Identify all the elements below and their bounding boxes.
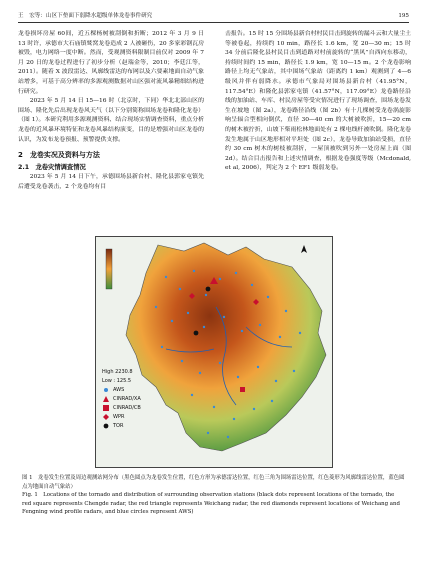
tornado-marker-weichang <box>206 287 211 292</box>
paragraph: 龙卷损坏房屋 60间，近五棵杨树被刮倒和折断；2012 年 3 月 9 日 13 时许，承德市大石庙镇鹫窝龙卷造成 2 人被砸伤，20 多家彩钢瓦房被毁，电力网络一度中断。然而，受观测资料限制目前仅对 2009 年 7 月 20 日的龙卷过程进行了初步分析（赵瑞金等，2010；李廷江等，2011）。随着 X 波段雷达、风廓线雷达的布网以及六要素地面自动气象站增多，可基于高分辨率的多源观测数据对山区强对流风暴精细结构进行研究。 <box>18 31 204 95</box>
legend-item-aws: AWS <box>102 385 162 394</box>
subsection-heading: 2.1 龙卷灾情调查情况 <box>18 163 86 171</box>
dot-icon <box>102 422 110 430</box>
legend-high-label: High <box>102 368 114 375</box>
legend-item-tor: TOR <box>102 421 162 430</box>
page-number: 195 <box>398 13 409 19</box>
legend-item-wpr: WPR <box>102 412 162 421</box>
left-column <box>18 30 204 193</box>
right-column <box>225 30 411 174</box>
running-header <box>18 10 409 23</box>
paragraph: 击报告。15 时 15 分围场县新台村村民目击到旋转的漏斗云和大量尘土等被卷起，持续约 10 min，路径长 1.6 km，宽 20—30 m；15 时 34 分前后隆化县村民目击到道路对村前旋转的“黑风”自西向东移动，持续时间约 15 min，路径长 1.9 km，宽 10—15 m。2 个龙卷影响路径上均无气象站，其中围场气象站（距离约 1 km）观测到了 4—6 级风并伴有弱降水。承德市气象局对围场县新台村（41.95°N，117.54°E）和隆化县郭家屯镇（41.57°N，117.09°E）龙卷路径沿线的加油站、车库、村民房屋等受灾情况进行了现场调查，围场龙卷发生在坡地（图 2a），龙卷路径沿线（图 2b）有十几棵树受龙卷涡旋影响呈辐合型相向倒伏，直径 30—40 cm 的大树被吹折，15—20 cm 的树木被拧折，山坡下柴雨松林地面处有 2 棵电线杆被吹倒。隆化龙卷发生地属于山区地形相对平坦处（图 2c），龙卷导致加油站受损，直径约 30 cm 树木的树枝被刮折，一屋顶被吹到另外一处房屋上面（图 2d）。结合目击报告和上述灾情调查，根据龙卷强度等级（Mcdonald, et al, 2006），判定为 2 个 EF1 级弱龙卷。 <box>225 31 411 172</box>
caption-cn: 图 1 龙卷发生位置及周边观测站网分布（黑色圆点为龙卷发生位置，红色方形为承德雷达位置，红色三角为围场雷达位置，红色菱形为风廓线雷达位置，蓝色圆点为地面自动气象站） <box>22 475 405 490</box>
caption-en: Fig. 1 Locations of the tornado and distribution of surrounding observation stations (black dots represent locations of the tornado, the red square represents Chengde radar, the red triangle represents Weichang radar, the red diamonds represent locations of Weichang and Fengning wind profile radars, and blue circles represent AWS) <box>22 492 400 516</box>
legend-item-cinrad-cb: CINRAD/CB <box>102 403 162 412</box>
figure-caption <box>22 474 405 517</box>
chengde-radar-marker <box>240 387 245 392</box>
aws-icon <box>102 386 110 394</box>
legend-item-cinrad-xa: CINRAD/XA <box>102 394 162 403</box>
section-heading: 2 龙卷实况及资料与方法 <box>18 151 100 160</box>
terrain-map <box>96 237 332 467</box>
elevation-colorbar <box>106 249 112 289</box>
paragraph: 2023 年 5 月 14 日下午，承德围场县新台村、隆化县郭家屯镇先后遭受龙卷袭击，2 个龙卷均有目 <box>18 174 204 190</box>
triangle-icon <box>102 395 110 403</box>
paragraph: 2023 年 5 月 14 日 15—16 时（北京时，下同）华北北部山区的围场、隆化先后出现龙卷风天气（以下分别简称围场龙卷和隆化龙卷）（图 1）。本研究利用多源观测资料、结合现场实情调查资料，重点分析龙卷的近风暴环境特征和龙卷风暴结构演变，目的是增强对山区龙卷的认识，为发布龙卷预报、预警提供支撑。 <box>18 98 204 143</box>
legend-max-value: 2230.8 <box>115 368 133 375</box>
tornado-marker-longhua <box>194 331 199 336</box>
figure-map <box>95 236 333 468</box>
legend-min-value: Low : 125.5 <box>102 377 132 384</box>
header-title: 王 宏等：山区下垫面下弱降水超级单体龙卷事件研究 <box>18 13 153 19</box>
square-icon <box>102 404 110 412</box>
map-legend <box>102 367 162 430</box>
diamond-icon <box>102 413 110 421</box>
